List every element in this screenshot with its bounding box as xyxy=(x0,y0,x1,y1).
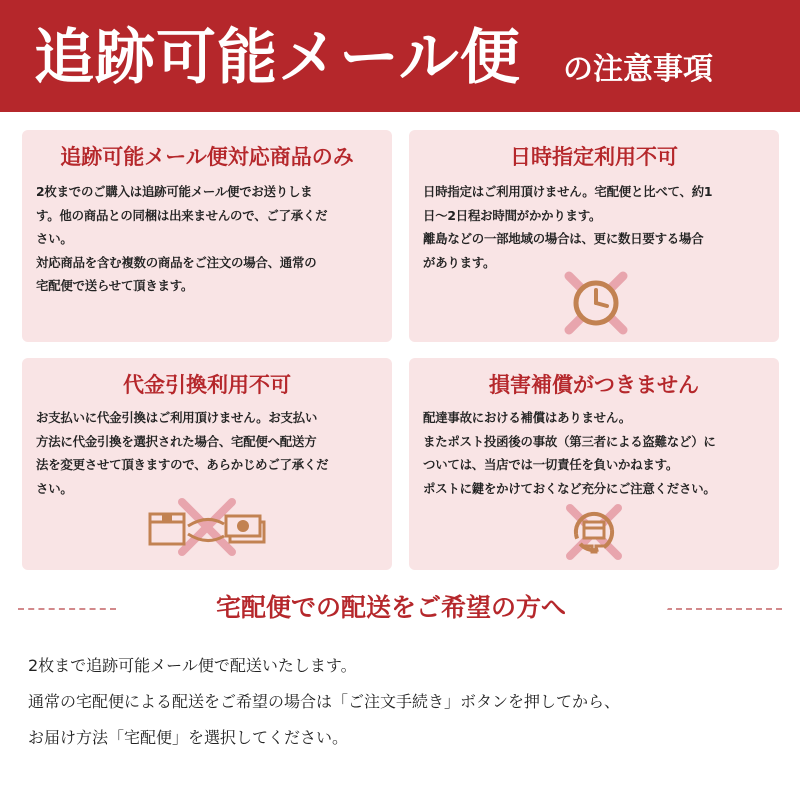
panel-no-compensation xyxy=(409,358,779,570)
panel-no-date-time xyxy=(409,130,779,342)
panel-line: があります。 xyxy=(423,254,496,270)
panel-line: ついては、当店では一切責任を負いかねます。 xyxy=(423,457,679,472)
panel-line: さい。 xyxy=(36,231,73,246)
instruction-line: 2枚まで追跡可能メール便で配送いたします。 xyxy=(28,656,357,675)
panel-line: 日～2日程お時間がかかります。 xyxy=(423,207,602,223)
header-title: 追跡可能メール便 xyxy=(34,23,521,93)
ribbon-title: 宅配便での配送をご希望の方へ xyxy=(215,593,566,622)
panel-line: 方法に代金引換を選択された場合、宅配便へ配送方 xyxy=(36,433,317,449)
panel-line: 配達事故における補償はありません。 xyxy=(423,410,631,425)
panel-title: 日時指定利用不可 xyxy=(510,145,678,169)
header-banner xyxy=(0,0,800,112)
panel-body xyxy=(423,406,769,500)
panel-title: 追跡可能メール便対応商品のみ xyxy=(60,145,354,169)
panel-body xyxy=(36,406,382,500)
delivery-instructions xyxy=(28,648,788,756)
clock-crossed-icon xyxy=(561,268,631,338)
header-subtitle: の注意事項 xyxy=(563,52,713,87)
panel-line: 日時指定はご利用頂けません。宅配便と比べて、約1 xyxy=(423,184,713,199)
panel-line: お支払いに代金引換はご利用頂けません。お支払い xyxy=(36,410,318,425)
panel-body xyxy=(36,180,382,298)
panel-line: またポスト投函後の事故（第三者による盗難など）に xyxy=(423,433,716,449)
panel-tracking-only xyxy=(22,130,392,342)
panel-line: 離島などの一部地域の場合は、更に数日要する場合 xyxy=(423,231,704,246)
panel-line: す。他の商品との同梱は出来ませんので、ご了承くだ xyxy=(36,207,328,223)
panel-title: 損害補償がつきません xyxy=(489,373,699,397)
cash-on-delivery-crossed-icon xyxy=(144,496,274,556)
instruction-line: 通常の宅配便による配送をご希望の場合は「ご注文手続き」ボタンを押してから、 xyxy=(28,692,621,711)
panel-line: ポストに鍵をかけておくなど充分にご注意ください。 xyxy=(423,480,716,496)
instruction-line: お届け方法「宅配便」を選択してください。 xyxy=(28,728,349,747)
divider-left xyxy=(18,608,116,610)
panel-line: 宅配便で送らせて頂きます。 xyxy=(36,278,194,293)
panel-body xyxy=(423,180,769,274)
divider-right xyxy=(666,608,782,610)
panel-title: 代金引換利用不可 xyxy=(123,373,291,397)
panel-line: さい。 xyxy=(36,480,73,496)
panel-line: 2枚までのご購入は追跡可能メール便でお送りしま xyxy=(36,184,313,199)
panel-no-cod xyxy=(22,358,392,570)
panel-line: 法を変更させて頂きますので、あらかじめご了承くだ xyxy=(36,457,329,472)
compensation-crossed-icon xyxy=(562,500,626,564)
panel-line: 対応商品を含む複数の商品をご注文の場合、通常の xyxy=(36,254,317,270)
